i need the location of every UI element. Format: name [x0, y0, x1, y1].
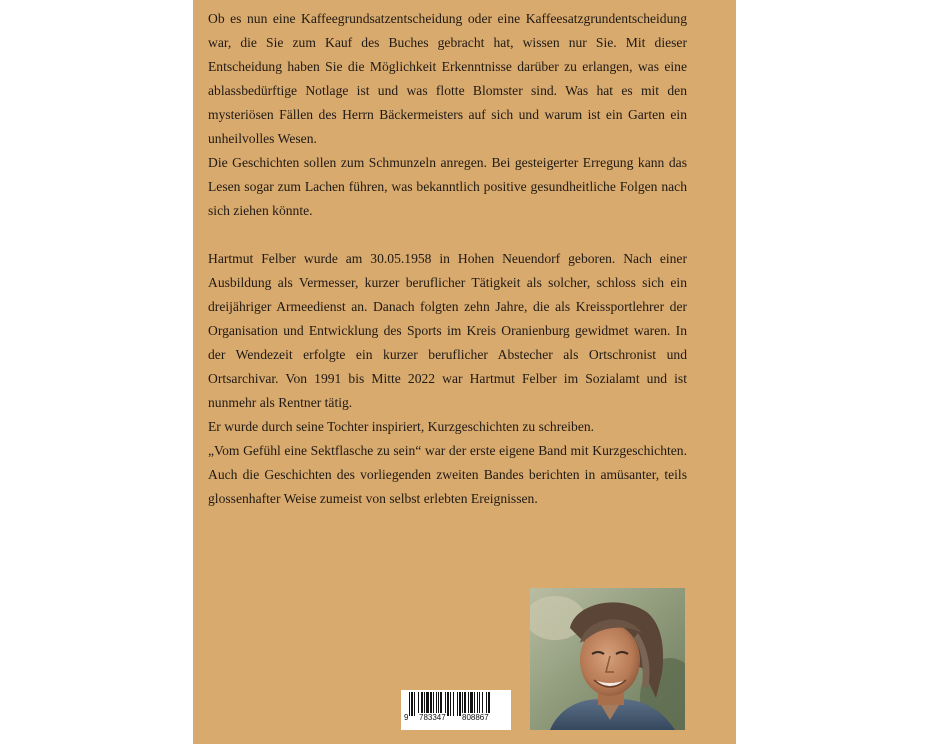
author-bio-paragraph-2: Er wurde durch seine Tochter inspiriert, Kurzgeschichten zu schreiben. — [208, 419, 595, 434]
cover-text — [208, 7, 687, 511]
author-bio-paragraph-3: „Vom Gefühl eine Sektflasche zu sein“ war der erste eigene Band mit Kurzgeschichten. Auch die Geschichten des vorliegenden zweiten Bandes berichten in amüsanter, teils glossenhafter Weise zumeist von selbst erlebten Ereignissen. — [208, 443, 687, 506]
barcode-digit-first: 9 — [404, 713, 409, 722]
book-back-cover — [193, 0, 736, 744]
barcode-bar — [453, 692, 454, 716]
barcode-bar — [414, 692, 415, 716]
blurb-paragraph-1: Ob es nun eine Kaffeegrundsatzentscheidung oder eine Kaffeesatzgrundentscheidung war, die Sie zum Kauf des Buches gebracht hat, wissen nur Sie. Mit dieser Entscheidung haben Sie die Möglichkeit Erkenntnisse darüber zu erlangen, was eine ablassbedürftige Notlage ist und was flotte Blomster sind. Was hat es mit den mysteriösen Fällen des Herrn Bäckermeisters auf sich und warum ist ein Garten ein unheilvolles Wesen. — [208, 11, 687, 146]
barcode-bar — [447, 692, 449, 716]
author-portrait-image — [530, 588, 685, 730]
blurb-paragraph-2: Die Geschichten sollen zum Schmunzeln anregen. Bei gesteigerter Erregung kann das Lesen sogar zum Lachen führen, was bekanntlich positive gesundheitliche Folgen nach sich ziehen könnte. — [208, 155, 687, 218]
barcode-bar — [450, 692, 451, 716]
author-bio-paragraph-1: Hartmut Felber wurde am 30.05.1958 in Hohen Neuendorf geboren. Nach einer Ausbildung als Vermesser, kurzer beruflicher Tätigkeit als solcher, schloss sich ein dreijähriger Armeedienst an. Danach folgten zehn Jahre, die als Kreissportlehrer der Organisation und Entwicklung des Sports im Kreis Oranienburg gewidmet waren. In der Wendezeit erfolgte ein kurzer beruflicher Abstecher als Ortschronist und Ortsarchivar. Von 1991 bis Mitte 2022 war Hartmut Felber im Sozialamt und ist nunmehr als Rentner tätig. — [208, 251, 687, 410]
barcode-bars — [401, 690, 511, 730]
barcode-digits-right: 808867 — [462, 713, 489, 722]
author-photo — [530, 588, 685, 730]
barcode-digits-left: 783347 — [419, 713, 446, 722]
barcode-bar — [457, 692, 458, 716]
isbn-barcode — [401, 690, 511, 730]
barcode-bar — [411, 692, 413, 716]
